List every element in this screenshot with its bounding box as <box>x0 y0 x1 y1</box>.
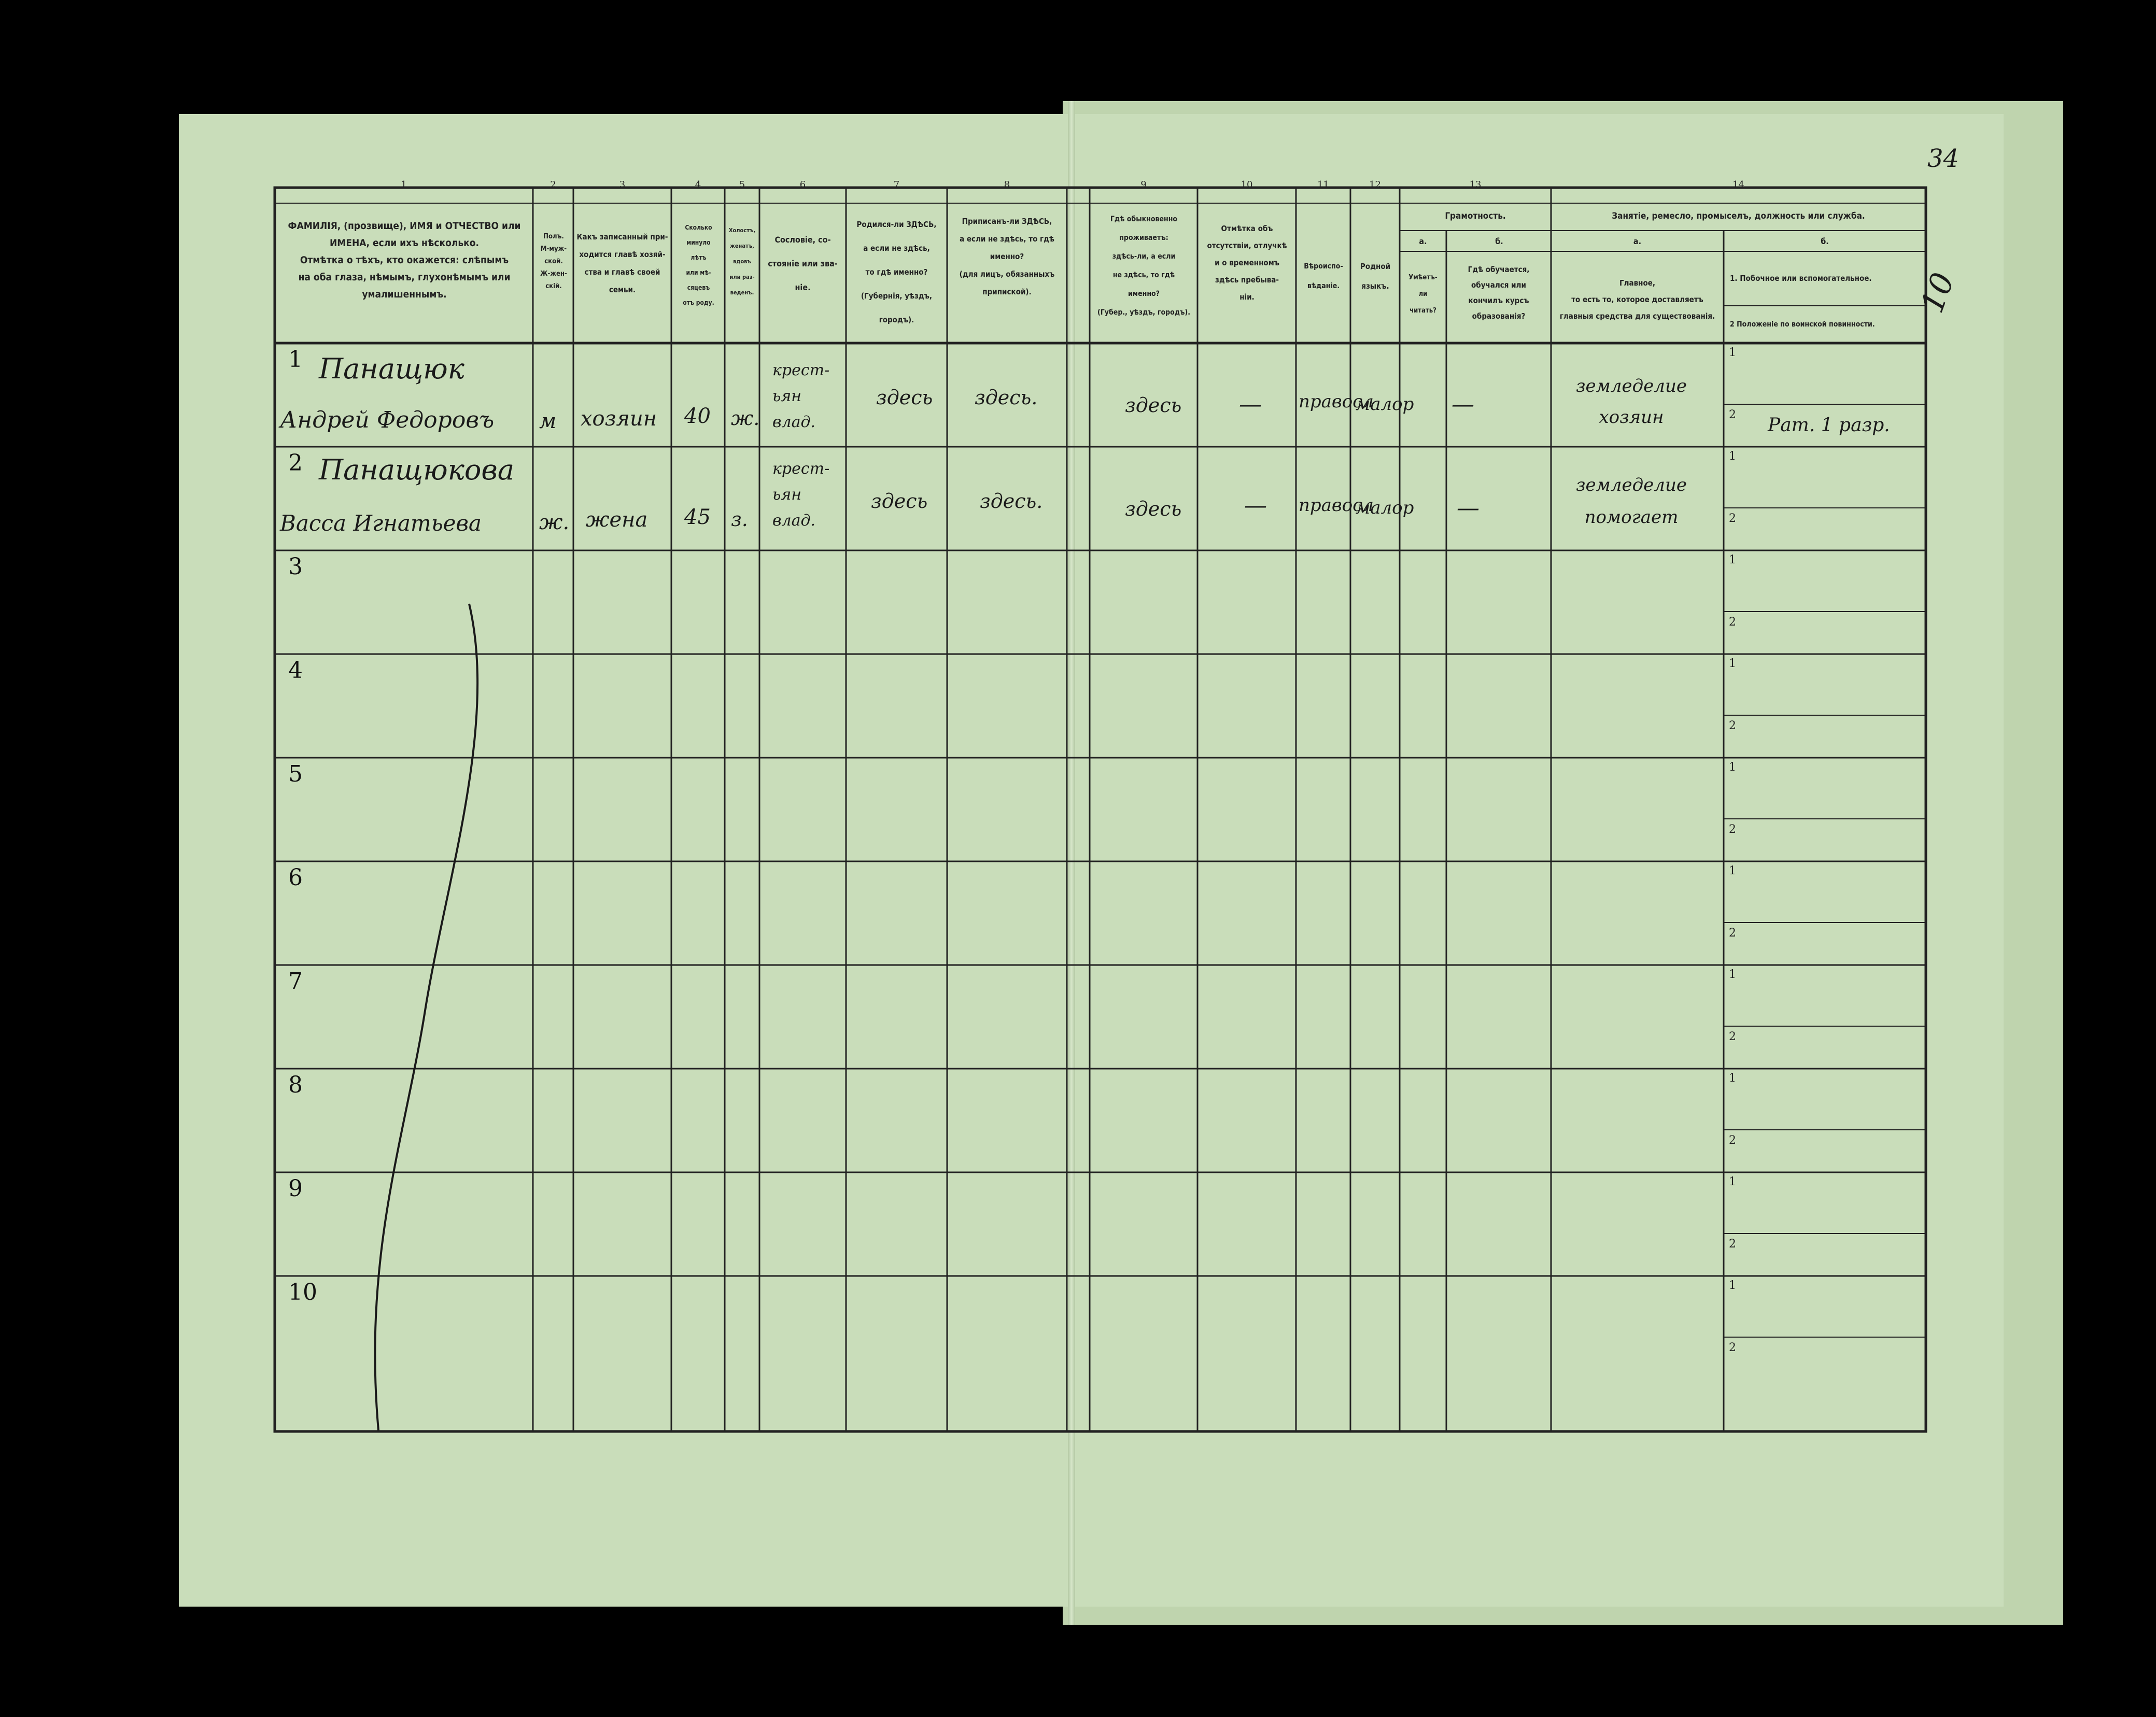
margin-mark: 10 <box>1914 268 1962 318</box>
sub-label: 1 <box>1729 1175 1736 1188</box>
header-literacy-b-label: б. <box>1495 236 1503 246</box>
header-occupation-a-label: а. <box>1633 236 1642 246</box>
sub-label: 1 <box>1729 554 1736 566</box>
sub-label: 1 <box>1729 1072 1736 1085</box>
colnum-4: 4 <box>695 179 701 190</box>
header-can-read: Умѣетъ- ли читать? <box>1408 274 1438 315</box>
header-age: Сколько минуло лѣтъ или мѣ- сяцевъ отъ роду. <box>683 224 714 306</box>
colnum-5: 5 <box>739 179 745 190</box>
colnum-9: 9 <box>1140 179 1147 190</box>
colnum-11: 11 <box>1317 179 1329 190</box>
entry-2-occupation: земледелие помогает <box>1576 475 1687 528</box>
entry-1-occupation: земледелие хозяин <box>1576 376 1687 428</box>
sub-label: 1 <box>1729 657 1736 670</box>
entry-2-residence: здесь <box>1125 498 1182 520</box>
header-marital: Холостъ, женатъ, вдовъ или раз- веденъ. <box>728 227 756 296</box>
entry-1-name: Андрей Федоровъ <box>280 407 495 433</box>
entry-2-sex: ж. <box>539 510 570 534</box>
header-relation: Какъ записанный при- ходится главѣ хозяй- ства и главѣ своей семьи. <box>576 232 668 294</box>
header-absence: Отмѣтка объ отсутствіи, отлучкѣ и о временномъ здѣсь пребыва- ніи. <box>1207 224 1287 302</box>
cancel-stroke <box>375 604 477 1430</box>
sub-label: 2 <box>1729 1341 1736 1354</box>
colnum-10: 10 <box>1241 179 1253 190</box>
header-sex: Полъ. М-муж- ской. Ж-жен- скій. <box>540 233 567 290</box>
header-language: Родной языкъ. <box>1360 262 1391 291</box>
row-number-10: 10 <box>288 1279 317 1306</box>
header-occupation-b-label: б. <box>1821 236 1829 246</box>
sub-label: 2 <box>1729 408 1736 421</box>
row-number-2: 2 <box>288 450 303 476</box>
row-number-8: 8 <box>288 1072 303 1098</box>
sub-label: 2 <box>1729 1238 1736 1251</box>
colnum-3: 3 <box>619 179 626 190</box>
sub-label: 1 <box>1729 1279 1736 1292</box>
header-secondary-occupation: 1. Побочное или вспомогательное. <box>1730 274 1872 283</box>
entry-1-sex: м <box>539 409 557 433</box>
sub-label: 1 <box>1729 864 1736 877</box>
row-number-6: 6 <box>288 864 303 891</box>
row-number-5: 5 <box>288 761 303 787</box>
entry-2-estate: крест- ьян влад. <box>772 460 830 530</box>
colnum-14: 14 <box>1732 179 1744 190</box>
sub-label: 1 <box>1729 761 1736 774</box>
entry-1-military: Рат. 1 разр. <box>1768 415 1890 436</box>
colnum-12: 12 <box>1369 179 1381 190</box>
entry-1-estate: крест- ьян влад. <box>772 361 830 431</box>
header-name: ФАМИЛІЯ, (прозвище), ИМЯ и ОТЧЕСТВО или ИМЕНА, если ихъ нѣсколько. Отмѣтка о тѣхъ, кто окажется: слѣпымъ на оба глаза, нѣмымъ, глухонѣмымъ или умалишеннымъ. <box>288 220 521 300</box>
row-number-4: 4 <box>288 657 303 684</box>
sub-label: 1 <box>1729 450 1736 463</box>
entry-1-language: малор <box>1356 394 1414 415</box>
header-main-occupation: Главное, то есть то, которое доставляетъ главныя средства для существованія. <box>1559 278 1715 321</box>
entry-2-literate: — <box>1457 495 1479 521</box>
row-number-7: 7 <box>288 968 303 995</box>
header-education: Гдѣ обучается, обучался или кончилъ курсъ образованія? <box>1468 265 1530 321</box>
row-number-3: 3 <box>288 554 303 580</box>
entry-1-relation: хозяин <box>581 407 657 431</box>
entry-2-born: здесь <box>871 490 928 513</box>
header-literacy-a-label: а. <box>1419 236 1427 246</box>
entry-2-age: 45 <box>684 505 711 529</box>
colnum-13: 13 <box>1469 179 1482 190</box>
colnum-1: 1 <box>401 179 407 190</box>
colnum-6: 6 <box>799 179 806 190</box>
entry-2-name: Васса Игнатьева <box>280 510 482 536</box>
row-number-1: 1 <box>288 346 303 373</box>
entry-1-religion: правосл <box>1299 391 1374 412</box>
page-number-mark: 34 <box>1927 144 1960 173</box>
row-number-9: 9 <box>288 1175 303 1202</box>
entry-1-age: 40 <box>684 404 711 428</box>
entry-1-absence: — <box>1239 391 1262 418</box>
header-registered: Приписанъ-ли ЗДѢСЬ, а если не здѣсь, то гдѣ именно? (для лицъ, обязанныхъ припиской). <box>959 217 1055 296</box>
entry-1-registered: здесь. <box>975 386 1038 409</box>
sub-label: 2 <box>1729 616 1736 629</box>
entry-1-marital: ж. <box>731 407 760 430</box>
entry-2-surname: Панащюкова <box>319 453 515 486</box>
colnum-7: 7 <box>893 179 900 190</box>
entry-2-absence: — <box>1244 492 1267 519</box>
sub-label: 2 <box>1729 512 1736 525</box>
sub-label: 2 <box>1729 1134 1736 1147</box>
sub-label: 2 <box>1729 823 1736 836</box>
sub-label: 2 <box>1729 719 1736 732</box>
entry-2-language: малор <box>1356 498 1414 518</box>
colnum-2: 2 <box>550 179 556 190</box>
header-occupation: Занятіе, ремесло, промыселъ, должность или служба. <box>1612 211 1865 221</box>
sub-label: 1 <box>1729 968 1736 981</box>
entry-1-residence: здесь <box>1125 394 1182 417</box>
colnum-8: 8 <box>1004 179 1010 190</box>
header-born: Родился-ли ЗДѢСЬ, а если не здѣсь, то гдѣ именно? (Губернія, уѣздъ, городъ). <box>856 220 937 324</box>
entry-2-registered: здесь. <box>980 490 1043 513</box>
header-estate: Сословіе, со- стояніе или зва- ніе. <box>768 235 838 292</box>
sub-label: 1 <box>1729 346 1736 359</box>
entry-2-religion: правосл <box>1299 495 1374 516</box>
entry-1-literate: — <box>1452 391 1474 418</box>
sub-label: 2 <box>1729 927 1736 940</box>
header-military-status: 2 Положеніе по воинской повинности. <box>1730 320 1875 329</box>
sub-label: 2 <box>1729 1030 1736 1043</box>
header-literacy: Грамотность. <box>1445 211 1506 221</box>
header-religion: Вѣроиспо- вѣданіе. <box>1304 262 1343 290</box>
entry-2-relation: жена <box>586 508 648 532</box>
entry-1-born: здесь <box>876 386 933 409</box>
header-residence: Гдѣ обыкновенно проживаетъ: здѣсь-ли, а если не здѣсь, то гдѣ именно? (Губер., уѣздъ, городъ). <box>1097 215 1190 317</box>
entry-2-marital: з. <box>731 508 748 531</box>
entry-1-surname: Панащюк <box>319 352 464 385</box>
